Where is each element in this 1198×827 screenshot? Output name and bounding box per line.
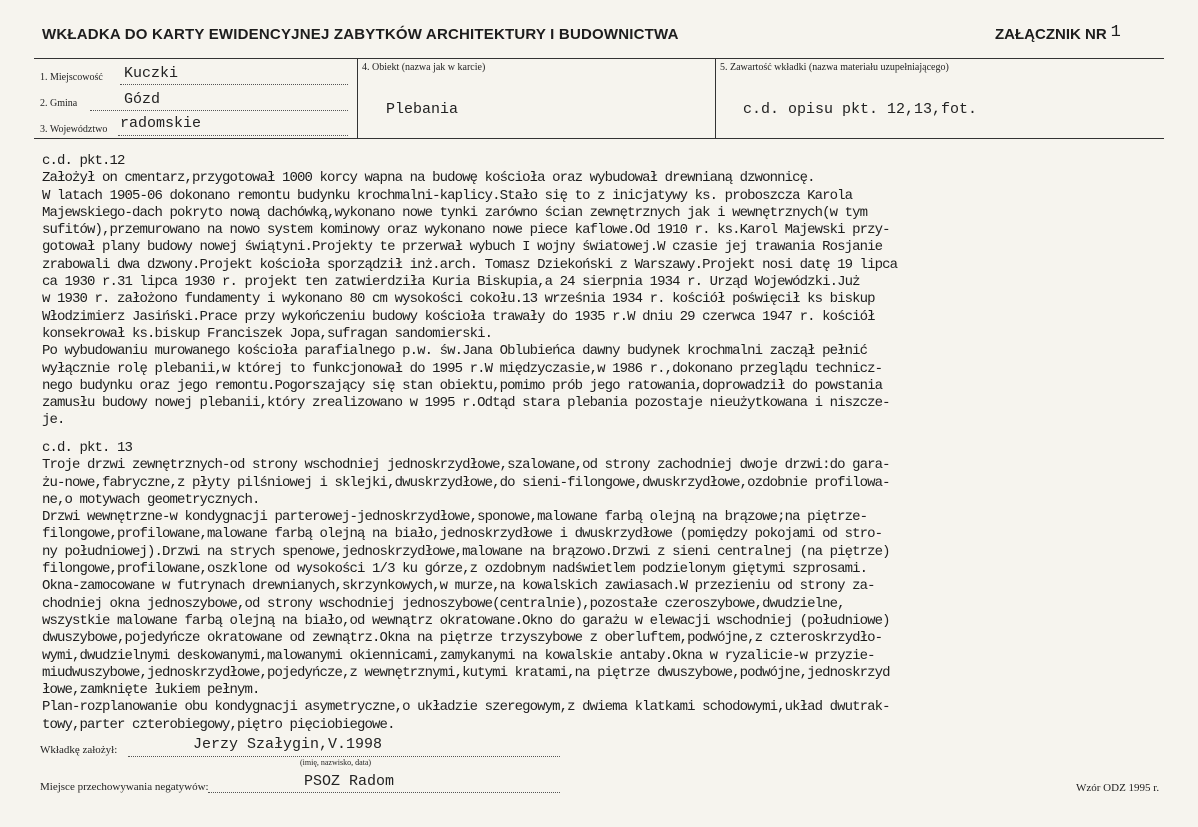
author-label: Wkładkę założył: — [40, 744, 118, 756]
text-line: towy,parter czterobiegowy,piętro pięciobiegowe. — [42, 716, 395, 733]
text-line: ne,o motywach geometrycznych. — [42, 491, 260, 508]
text-line: W latach 1905-06 dokonano remontu budynku krochmalni-kaplicy.Stało się to z inicjatywy ks. proboszcza Karola — [42, 187, 853, 204]
section-13-heading: c.d. pkt. 13 — [42, 440, 133, 456]
text-line: Okna-zamocowane w futrynach drewnianych,skrzynkowych,w murze,na kowalskich zawiasach.W przezieniu od strony za- — [42, 578, 875, 595]
box-bottom-border — [34, 138, 1164, 139]
section-13 — [42, 440, 1192, 734]
text-line: filongowe,profilowane,oszklone od wysokości 1/3 ku górze,z ozdobnym nadświetlem podzielonym giętymi szprosami. — [42, 561, 868, 578]
text-line: zamusłu budowy nowej plebanii,który zrealizowano w 1995 r.Odtąd stara plebania pozostaje nieużytkowana i niszcze- — [42, 395, 890, 412]
text-line: miudwuszybowe,jednoskrzydłowe,pojedyńcze,z wewnętrznymi,kutymi kratami,na piętrze dwuszybowe,podwójne,jednoskrzyd — [42, 664, 890, 681]
voivodeship-label: 3. Województwo — [40, 124, 108, 135]
contents-label: 5. Zawartość wkładki (nazwa materiału uzupełniającego) — [720, 62, 949, 73]
locality-label: 1. Miejscowość — [40, 72, 103, 83]
author-line — [128, 756, 560, 757]
text-line: wyłącznie rolę plebanii,w której to funkcjonował do 1995 r.W międzyczasie,w 1986 r.,dokonano przeglądu technicz- — [42, 360, 883, 377]
object-value: Plebania — [386, 101, 459, 118]
locality-line — [120, 84, 348, 85]
text-line: konsekrował ks.biskup Franciszek Jopa,sufragan sandomierski. — [42, 325, 493, 342]
locality-value: Kuczki — [124, 65, 179, 82]
contents-value: c.d. opisu pkt. 12,13,fot. — [743, 101, 978, 118]
text-line: chodniej okna jednoszybowe,od strony wschodniej jednoszybowe(centralnie),pozostałe czeroszybowe,dwudzielne, — [42, 595, 845, 612]
annex-label-text: ZAŁĄCZNIK NR — [995, 26, 1107, 43]
text-line: zrabowali dwa dzwony.Projekt kościoła sporządził inż.arch. Tomasz Dziekoński z Warszawy.Projekt nosi datę 19 lipca — [42, 256, 898, 273]
text-line: wymi,dwudzielnymi deskowanymi,malowanymi okiennicami,zamykanymi na kowalskie antaby.Okna w ryzalicie-w przyzie- — [42, 647, 875, 664]
annex-label — [995, 23, 1121, 45]
commune-label: 2. Gmina — [40, 98, 78, 109]
text-line: sufitów),przemurowano na nowo system kominowy oraz wykonano nowe piece kaflowe.Od 1910 r. ks.Karol Majewski przy- — [42, 222, 890, 239]
text-line: w 1930 r. założono fundamenty i wykonano 80 cm wysokości cokołu.13 września 1934 r. kościół poświęcił ks biskup — [42, 291, 875, 308]
text-line: wszystkie malowane farbą olejną na biało,od wewnątrz okratowane.Okno do garażu w elewacji wschodniej (południowe) — [42, 612, 890, 629]
commune-line — [90, 110, 348, 111]
text-line: Po wybudowaniu murowanego kościoła parafialnego p.w. św.Jana Oblubieńca dawny budynek krochmalni zaczął pełnić — [42, 343, 868, 360]
text-line: Włodzimierz Jasiński.Prace przy wykończeniu budowy kościoła trawały do 1935 r.W dniu 29 czerwca 1947 r. kościół — [42, 308, 875, 325]
text-line: ny południowej).Drzwi na strych spenowe,jednoskrzydłowe,malowane na brązowo.Drzwi z sieni centralnej (na piętrze) — [42, 543, 890, 560]
box-top-border — [34, 58, 1164, 59]
text-line: Plan-rozplanowanie obu kondygnacji asymetryczne,o układzie szeregowym,z dwiema klatkami schodowymi,układ dwutrak- — [42, 699, 890, 716]
annex-number: 1 — [1110, 23, 1121, 42]
object-label: 4. Obiekt (nazwa jak w karcie) — [362, 62, 486, 73]
text-line: je. — [42, 412, 65, 429]
storage-value: PSOZ Radom — [304, 773, 395, 790]
box-divider-1 — [357, 58, 358, 138]
text-line: nego budynku oraz jego remontu.Pogorszający się stan obiektu,pomimo prób jego ratowania,doprowadził do powstania — [42, 377, 883, 394]
text-line: filongowe,profilowane,malowane farbą olejną na biało,jednoskrzydłowe i dwuskrzydłowe (pomiędzy pokojami od stro- — [42, 526, 883, 543]
voivodeship-value: radomskie — [120, 115, 202, 132]
storage-label: Miejsce przechowywania negatywów: — [40, 781, 209, 793]
author-hint: (imię, nazwisko, data) — [300, 758, 372, 767]
text-line: łowe,zamknięte łukiem pełnym. — [42, 682, 260, 699]
text-line: dwuszybowe,pojedyńcze okratowane od zewnątrz.Okna na piętrze trzyszybowe z oberluftem,podwójne,z czteroskrzydło- — [42, 630, 883, 647]
author-value: Jerzy Szałygin,V.1998 — [193, 736, 383, 753]
box-divider-2 — [715, 58, 716, 138]
text-line: Założył on cmentarz,przygotował 1000 korcy wapna na budowę kościoła oraz wybudował drewnianą dzwonnicę. — [42, 170, 815, 187]
section-12-heading: c.d. pkt.12 — [42, 153, 125, 169]
text-line: Drzwi wewnętrzne-w kondygnacji parterowej-jednoskrzydłowe,sponowe,malowane farbą olejną na brązowe;na piętrze- — [42, 509, 868, 526]
voivodeship-line — [118, 135, 348, 136]
text-line: Troje drzwi zewnętrznych-od strony wschodniej jednoskrzydłowe,szalowane,od strony zachodniej dwoje drzwi:do gara- — [42, 457, 890, 474]
section-12 — [42, 153, 1192, 430]
text-line: żu-nowe,fabryczne,z płyty pilśniowej i sklejki,dwuskrzydłowe,do sieni-filongowe,dwuskrzydłowe,ozdobnie profilowa- — [42, 474, 890, 491]
form-title: WKŁADKA DO KARTY EWIDENCYJNEJ ZABYTKÓW ARCHITEKTURY I BUDOWNICTWA — [42, 26, 679, 43]
text-line: gotował plany budowy nowej świątyni.Projekty te przerwał wybuch I wojny światowej.W czasie jej trawania Rosjanie — [42, 239, 883, 256]
text-line: ca 1930 r.31 lipca 1930 r. projekt ten zatwierdziła Kuria Biskupia,a 24 sierpnia 1934 r. Urząd Wojewódzki.Już — [42, 274, 860, 291]
text-line: Majewskiego-dach pokryto nową dachówką,wykonano nowe tynki zarówno ścian zewnętrznych jak i wewnętrznych(w tym — [42, 204, 868, 221]
storage-line — [208, 792, 560, 793]
template-label: Wzór ODZ 1995 r. — [1076, 782, 1160, 794]
commune-value: Gózd — [124, 91, 161, 108]
